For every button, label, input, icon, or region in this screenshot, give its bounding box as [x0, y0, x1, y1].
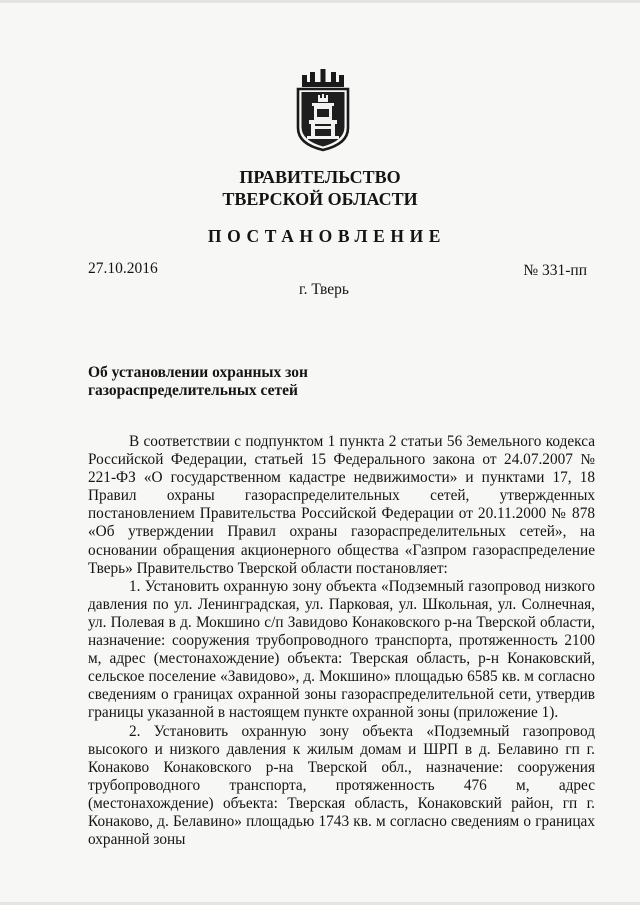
document-subject: [88, 364, 388, 400]
body-paragraph-2: 2. Установить охранную зону объекта «Подземный газопровод высокого и низкого давления к жилым домам и ШРП в д. Белавино гп г. Конаково Конаковского р-на Тверской обл., назначение: сооружения трубопроводного транспорта, протяженность 476 м, адрес (местонахождение) объекта: Тверская область, Конаковский район, гп г. Конаково, д. Белавино» площадью 1743 кв. м согласно сведениям о границах охранной зоны: [88, 722, 595, 849]
scan-edge-top: [0, 0, 640, 3]
tver-coat-of-arms-icon: [292, 68, 354, 152]
government-title-line2: ТВЕРСКОЙ ОБЛАСТИ: [222, 189, 418, 209]
body-paragraph-preamble: В соответствии с подпунктом 1 пункта 2 статьи 56 Земельного кодекса Российской Федерации, статьей 15 Федерального закона от 24.07.2007 № 221-ФЗ «О государственном кадастре недвижимости» и пунктами 17, 18 Правил охраны газораспределительных сетей, утвержденных постановлением Правительства Российской Федерации от 20.11.2000 № 878 «Об утверждении Правил охраны газораспределительных сетей», на основании обращения акционерного общества «Газпром газораспределение Тверь» Правительство Тверской области постановляет:: [88, 433, 595, 577]
document-subject-line1: Об установлении охранных зон: [88, 364, 308, 381]
government-title-line1: ПРАВИТЕЛЬСТВО: [239, 167, 401, 187]
document-date: 27.10.2016: [88, 260, 158, 277]
body-paragraph-1: 1. Установить охранную зону объекта «Подземный газопровод низкого давления по ул. Ленинградская, ул. Парковая, ул. Школьная, ул. Солнечная, ул. Полевая в д. Мокшино с/п Завидово Конаковского р-на Тверской области, назначение: сооружения трубопроводного транспорта, протяженность 2100 м, адрес (местонахождение) объекта: Тверская область, р-н Конаковский, сельское поселение «Завидово», д. Мокшино» площадью 6585 кв. м согласно сведениям о границах охранной зоны газораспределительной сети, утвердив границы указанной в настоящем пункте охранной зоны (приложение 1).: [88, 577, 595, 722]
document-subject-line2: газораспределительных сетей: [88, 382, 298, 399]
document-body: [88, 433, 595, 849]
document-city: г. Тверь: [299, 281, 349, 298]
document-type-heading: ПОСТАНОВЛЕНИЕ: [207, 226, 447, 246]
government-title: [0, 166, 640, 210]
document-number: № 331-пп: [523, 262, 587, 279]
